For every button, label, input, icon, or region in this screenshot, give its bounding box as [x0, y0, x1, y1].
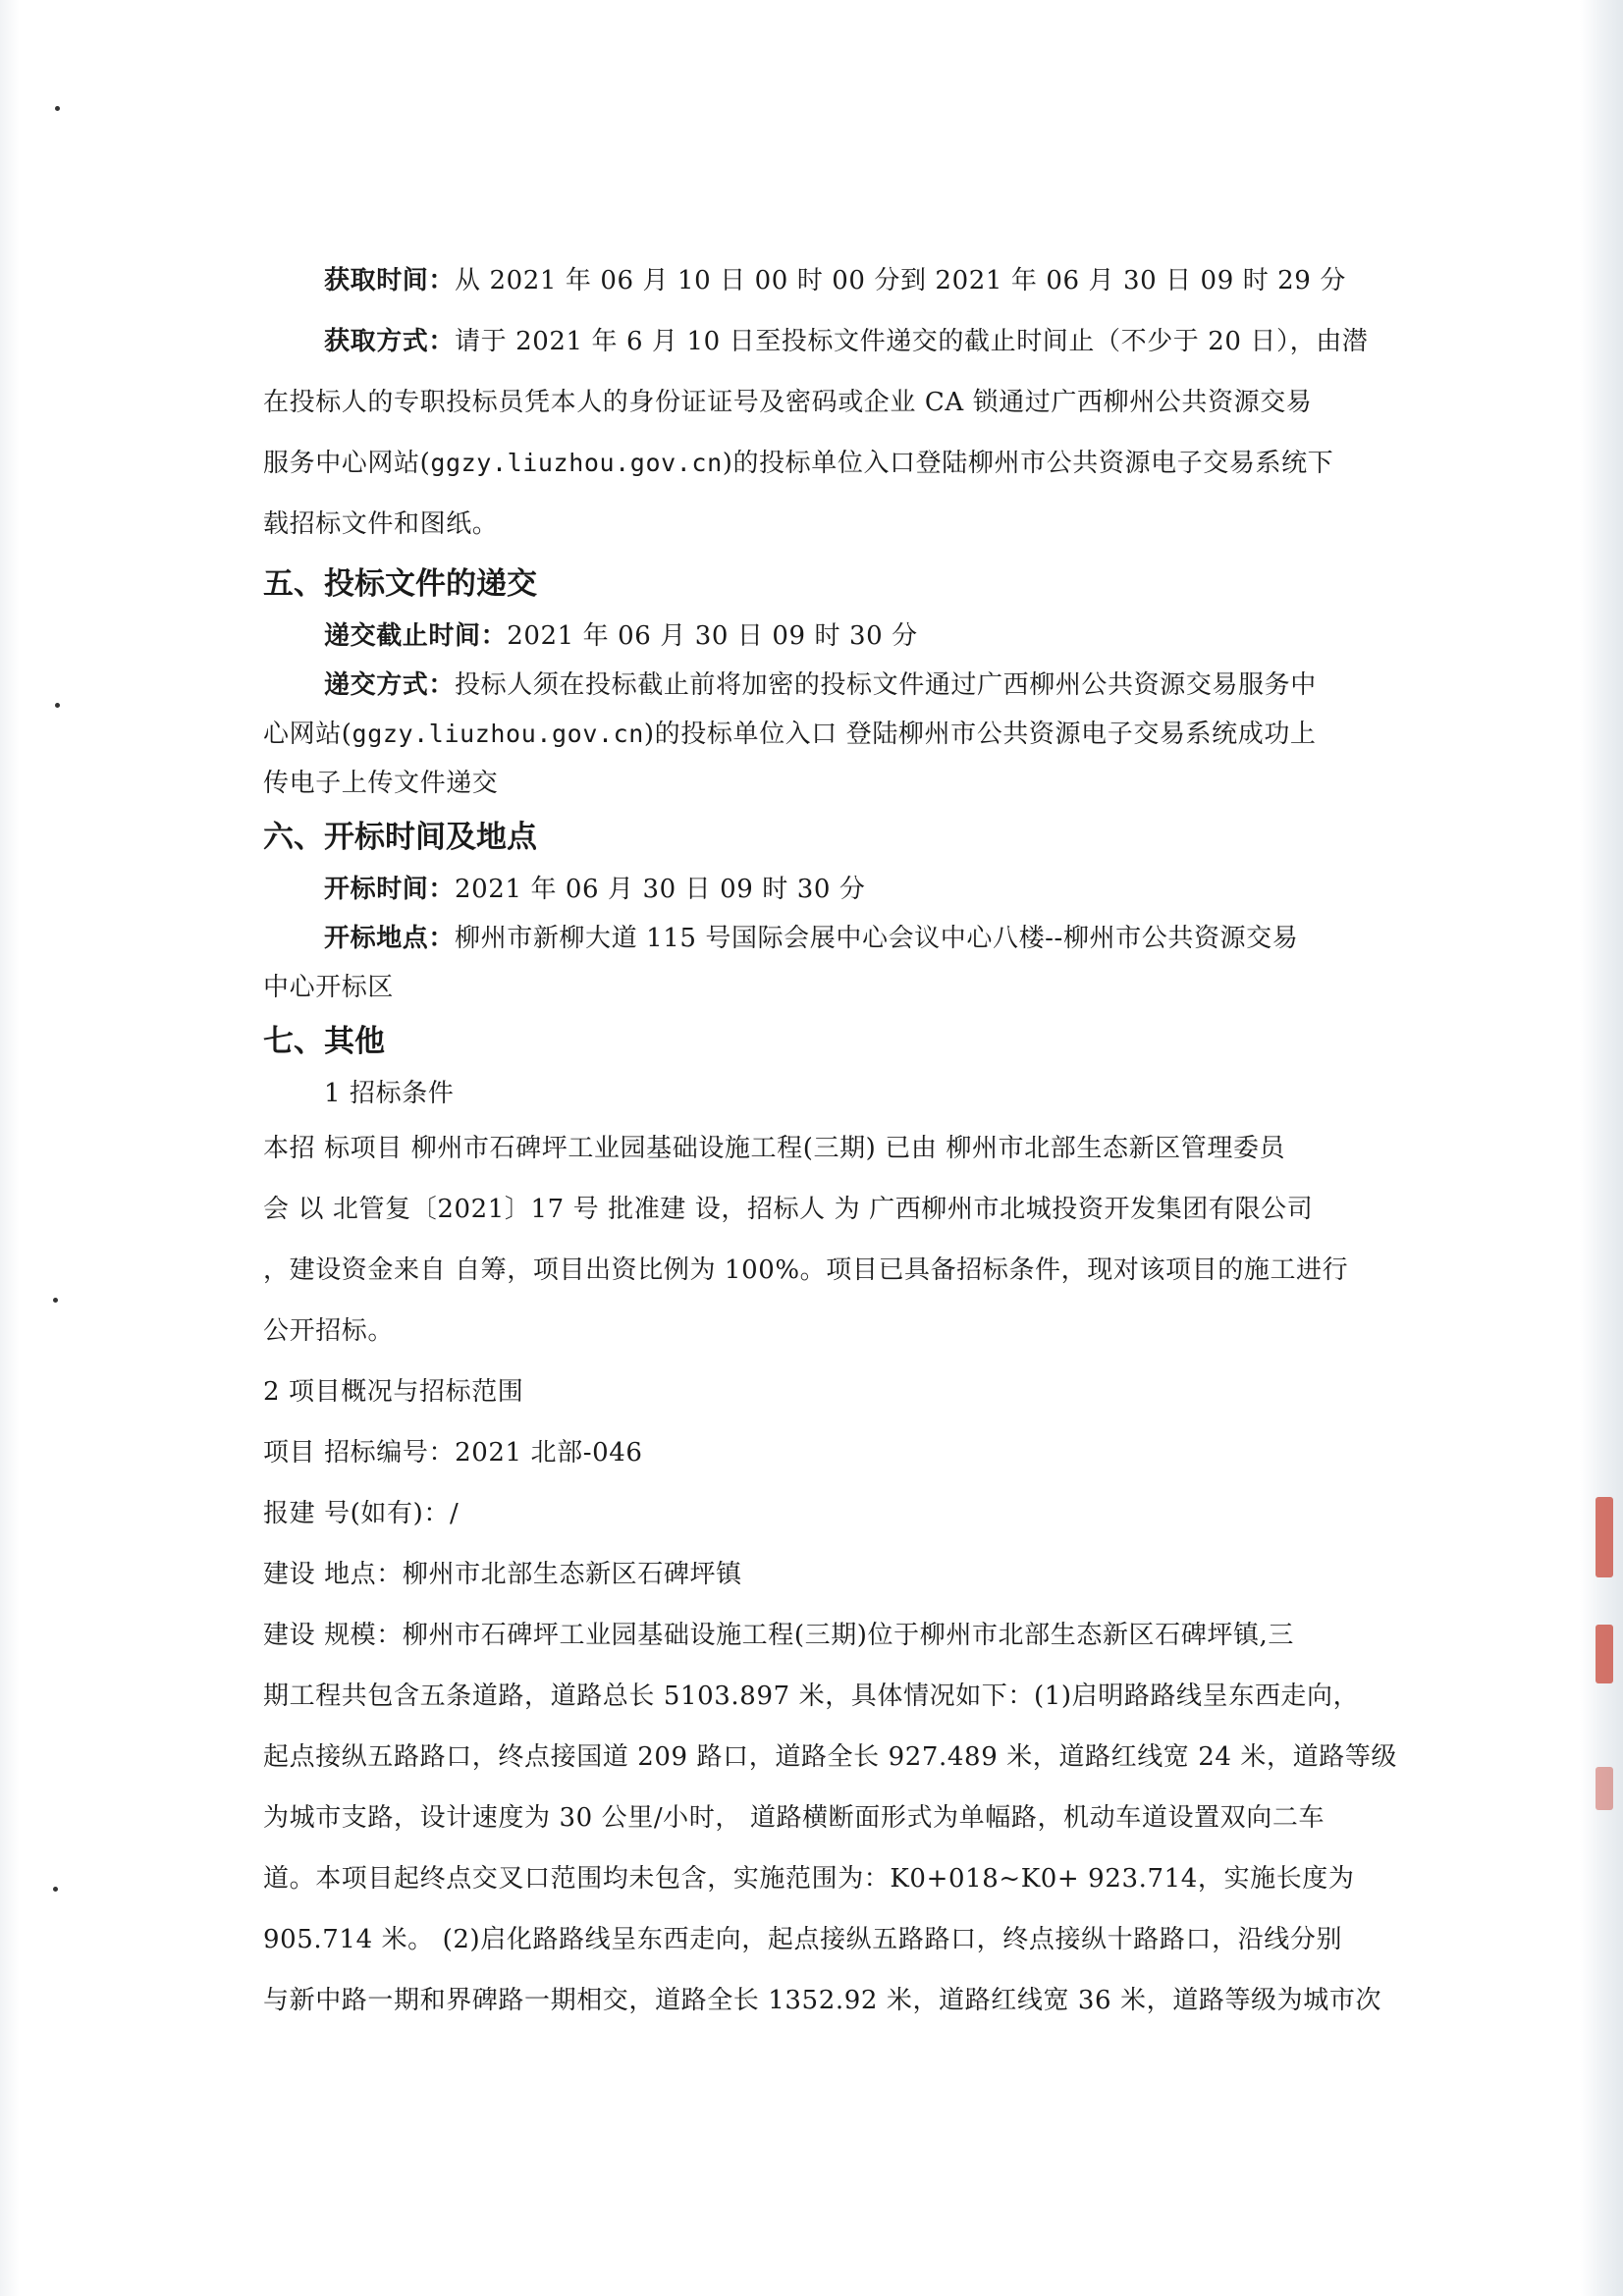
scale-paragraph-line: 起点接纵五路路口，终点接国道 209 路口，道路全长 927.489 米，道路红线宽 24 米，道路等级: [263, 1742, 1398, 1772]
submit-method-text: 投标人须在投标截止前将加密的投标文件通过广西柳州公共资源交易服务中: [455, 670, 1317, 700]
submit-deadline-label: 递交截止时间：: [324, 621, 508, 651]
obtain-method-label: 获取方式：: [324, 327, 456, 356]
scale-paragraph-line: 为城市支路，设计速度为 30 公里/小时， 道路横断面形式为单幅路，机动车道设置双向二车: [263, 1803, 1325, 1833]
scan-speck: [55, 106, 60, 111]
submit-method-line: 传电子上传文件递交: [263, 769, 499, 798]
conditions-paragraph-line: ，建设资金来自 自筹，项目出资比例为 100%。项目已具备招标条件，现对该项目的施工进行: [263, 1255, 1349, 1285]
obtain-time-label: 获取时间：: [324, 266, 456, 295]
scan-speck: [55, 703, 60, 708]
subheading-overview: 2 项目概况与招标范围: [263, 1377, 524, 1407]
scale-paragraph-line: 与新中路一期和界碑路一期相交，道路全长 1352.92 米，道路红线宽 36 米，道路等级为城市次: [263, 1986, 1382, 2015]
scale-paragraph-line: 期工程共包含五条道路，道路总长 5103.897 米，具体情况如下：(1)启明路路线呈东西走向，: [263, 1682, 1360, 1711]
submit-method-line: [263, 710, 1365, 759]
opening-place-label: 开标地点：: [324, 924, 456, 953]
obtain-method-line: [263, 433, 1365, 494]
opening-place: [263, 914, 1365, 963]
construction-site: 建设 地点：柳州市北部生态新区石碑坪镇: [263, 1560, 742, 1589]
obtain-method-text: )的投标单位入口登陆柳州市公共资源电子交易系统下: [722, 449, 1334, 478]
opening-time: [263, 865, 1365, 914]
conditions-paragraph-line: 公开招标。: [263, 1316, 395, 1346]
opening-time-value: 2021 年 06 月 30 日 09 时 30 分: [455, 875, 866, 904]
scale-paragraph-line: 905.714 米。 (2)启化路路线呈东西走向，起点接纵五路路口，终点接纵十路路口，沿线分别: [263, 1925, 1343, 1954]
scale-paragraph-line: 道。本项目起终点交叉口范围均未包含，实施范围为：K0+018~K0+ 923.714，实施长度为: [263, 1864, 1355, 1894]
submit-deadline-value: 2021 年 06 月 30 日 09 时 30 分: [507, 621, 918, 651]
section-heading-6: 六、开标时间及地点: [263, 820, 537, 855]
obtain-time-value: 从 2021 年 06 月 10 日 00 时 00 分到 2021 年 06 月 30 日 09 时 29 分: [455, 266, 1346, 295]
tender-code: 项目 招标编号：2021 北部-046: [263, 1438, 643, 1468]
obtain-method-text: 请于 2021 年 6 月 10 日至投标文件递交的截止时间止（不少于 20 日），由潜: [455, 327, 1369, 356]
seal-fragment: [1596, 1497, 1613, 1577]
website-url: ggzy.liuzhou.gov.cn: [352, 720, 644, 748]
subheading-conditions: 1 招标条件: [324, 1079, 455, 1108]
report-number: 报建 号(如有)：/: [263, 1499, 460, 1528]
seal-fragment: [1596, 1625, 1613, 1683]
conditions-paragraph-line: 本招 标项目 柳州市石碑坪工业园基础设施工程(三期) 已由 柳州市北部生态新区管理委员: [263, 1134, 1286, 1163]
scan-edge-left: [0, 0, 20, 2296]
seal-fragment: [1596, 1767, 1613, 1810]
scan-edge-right: [1580, 0, 1623, 2296]
obtain-method-line: [263, 311, 1369, 372]
opening-time-label: 开标时间：: [324, 875, 456, 904]
section-heading-5: 五、投标文件的递交: [263, 566, 537, 602]
opening-place-cont: 中心开标区: [263, 973, 395, 1002]
submit-method-text: 心网站(: [263, 720, 352, 749]
scan-speck: [53, 1887, 58, 1892]
opening-place-value: 柳州市新柳大道 115 号国际会展中心会议中心八楼--柳州市公共资源交易: [455, 924, 1299, 953]
website-url: ggzy.liuzhou.gov.cn: [430, 449, 723, 477]
obtain-method-text: 服务中心网站(: [263, 449, 431, 478]
submit-deadline: [263, 612, 1365, 661]
section-heading-7: 七、其他: [263, 1024, 385, 1059]
submit-method-label: 递交方式：: [324, 670, 456, 700]
submit-method-line: [263, 661, 1365, 710]
obtain-method-line: 载招标文件和图纸。: [263, 509, 499, 539]
obtain-method-line: 在投标人的专职投标员凭本人的身份证证号及密码或企业 CA 锁通过广西柳州公共资源交易: [263, 388, 1313, 417]
scale-paragraph-line: 建设 规模：柳州市石碑坪工业园基础设施工程(三期)位于柳州市北部生态新区石碑坪镇,三: [263, 1621, 1295, 1650]
document-body: [263, 250, 1398, 2031]
submit-method-text: )的投标单位入口 登陆柳州市公共资源电子交易系统成功上: [643, 720, 1317, 749]
scan-speck: [53, 1298, 58, 1303]
obtain-time: [263, 250, 1365, 311]
conditions-paragraph-line: 会 以 北管复〔2021〕17 号 批准建 设，招标人 为 广西柳州市北城投资开发集团有限公司: [263, 1195, 1314, 1224]
